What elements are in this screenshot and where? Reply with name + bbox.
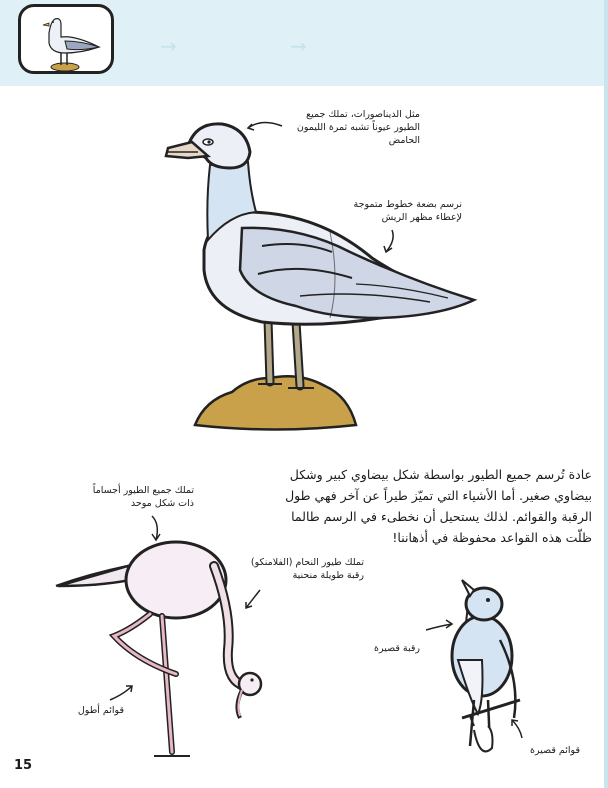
flamingo-tail	[58, 566, 130, 586]
paragraph-line: عادة تُرسم جميع الطيور بواسطة شكل بيضاوي كبير وشكل	[289, 467, 592, 482]
note-line: قوائم قصيرة	[530, 745, 580, 756]
legs-note-arrow-icon	[110, 686, 132, 700]
flamingo-body	[126, 542, 226, 618]
page-number: 15	[14, 758, 33, 773]
small-bird-tail	[474, 726, 493, 751]
note-line: ذات شكل موحد	[130, 498, 194, 509]
note-line: مثل الديناصورات، تملك جميع	[306, 109, 420, 120]
note-line: تملك جميع الطيور أجساماً	[92, 485, 194, 496]
neck-note-arrow-icon	[246, 590, 260, 608]
paragraph-line: الرقبة والقوائم. لذلك يستحيل أن نخطىء في الرسم طالما	[291, 509, 592, 524]
small-bird-drawing	[426, 580, 522, 751]
note-line: تملك طيور النحام (الفلامنكو)	[250, 557, 364, 568]
small-bird-beak	[462, 580, 474, 596]
note-body-shape	[64, 484, 194, 510]
body-paragraph	[262, 464, 592, 548]
note-longer-legs	[60, 704, 124, 717]
arrow-decoration-icon: →	[160, 34, 177, 58]
note-line: رقبة طويلة منحنية	[292, 570, 364, 581]
arrow-decoration-icon: →	[290, 34, 307, 58]
note-short-neck	[350, 642, 420, 655]
note-line: رقبة قصيرة	[374, 643, 420, 654]
flamingo-drawing	[56, 516, 261, 756]
note-flamingo-neck	[218, 556, 364, 582]
paragraph-line: بيضاوي صغير. أما الأشياء التي تميّز طيراً عن آخر فهي طول	[285, 488, 592, 503]
note-line: لإعطاء مظهر الريش	[381, 212, 462, 223]
note-line: الطيور عيوناً تشبه ثمرة الليمون	[296, 122, 420, 133]
short-legs-arrow-icon	[512, 720, 522, 738]
note-line: الحامض	[388, 135, 420, 146]
note-line: قوائم أطول	[77, 705, 124, 716]
note-short-legs	[500, 744, 580, 757]
paragraph-line: ظلّت هذه القواعد محفوظة في أذهاننا!	[392, 530, 592, 545]
note-line: نرسم بضعة خطوط متموجة	[353, 199, 462, 210]
seagull-drawing	[166, 122, 474, 429]
note-gull-wing	[330, 198, 462, 224]
note-gull-eye	[270, 108, 420, 147]
